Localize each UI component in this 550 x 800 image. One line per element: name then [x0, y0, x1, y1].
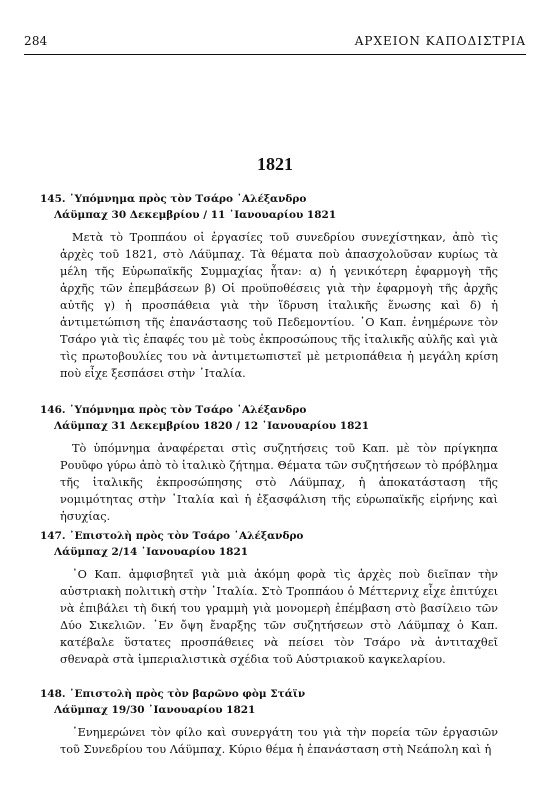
- entry-summary: Μετὰ τὸ Τροππάου οἱ ἐργασίες τοῦ συνεδρίου συνεχίστηκαν, ἀπὸ τὶς ἀρχὲς τοῦ 1821, στὸ Λάϋμπαχ. Τὰ θέματα ποὺ ἀπασχολοῦσαν κυρίως τὰ μέλη τῆς Εὐρωπαϊκῆς Συμμαχίας ἦταν: α) ἡ γενικότερη ἐφαρμογὴ τῆς ἀρχῆς τῶν ἐπεμβάσεων β) Οἱ προϋποθέσεις γιὰ τὴν ἐφαρμογὴ τῆς ἀρχῆς αὐτῆς γ) ἡ προσπάθεια γιὰ τὴν ἵδρυση ἰταλικῆς ἕνωσης καὶ δ) ἡ ἀντιμετώπιση τῆς ἐπανάστασης τοῦ Πεδεμοντίου. ᾿Ο Καπ. ἐνημέρωνε τὸν Τσάρο γιὰ τὶς ἐπαφές του μὲ τοὺς ἐκπροσώπους τῆς ἰταλικῆς αὐλῆς καὶ γιὰ τὶς πρωτοβουλίες του νὰ ἀντιμετωπιστεῖ μὲ μετριοπάθεια ἡ μεγάλη κρίση ποὺ εἶχε ξεσπάσει στὴν ᾿Ιταλία.: [60, 231, 498, 380]
- running-title: ΑΡΧΕΙΟΝ ΚΑΠΟΔΙΣΤΡΙΑ: [354, 34, 526, 48]
- entry-title: 148. ᾿Επιστολὴ πρὸς τὸν βαρῶνο φὸμ Στάϊν: [40, 688, 306, 700]
- entry-146: [40, 402, 498, 525]
- entry-date: Λάϋμπαχ 2/14 ᾿Ιανουαρίου 1821: [54, 546, 249, 558]
- entry-date: Λάϋμπαχ 31 Δεκεμβρίου 1820 / 12 ᾿Ιανουαρίου 1821: [54, 420, 370, 432]
- entry-147: [40, 528, 498, 668]
- entry-title: 146. ῾Υπόμνημα πρὸς τὸν Τσάρο ᾿Αλέξανδρο: [40, 404, 307, 416]
- entry-summary: ᾿Ενημερώνει τὸν φίλο καὶ συνεργάτη του γιὰ τὴν πορεία τῶν ἐργασιῶν τοῦ Συνεδρίου του Λάϋμπαχ. Κύριο θέμα ἡ ἐπανάσταση στὴ Νεάπολη καὶ ἡ: [60, 726, 498, 756]
- entry-date: Λάϋμπαχ 30 Δεκεμβρίου / 11 ᾿Ιανουαρίου 1821: [54, 209, 337, 221]
- entry-title: 145. ῾Υπόμνημα πρὸς τὸν Τσάρο ᾿Αλέξανδρο: [40, 193, 307, 205]
- entry-date: Λάϋμπαχ 19/30 ᾿Ιανουαρίου 1821: [54, 704, 256, 716]
- entry-summary: Τὸ ὑπόμνημα ἀναφέρεται στὶς συζητήσεις τοῦ Καπ. μὲ τὸν πρίγκηπα Ρουῦφο γύρω ἀπὸ τὸ ἰταλικὸ ζήτημα. Θέματα τῶν συζητήσεων τὸ πρόβλημα τῆς ἰταλικῆς ἐκπροσώπησης στὸ Λάϋμπαχ, ἡ ἀποκατάσταση τῆς νομιμότητας στὴν ᾿Ιταλία καὶ ἡ ἐξασφάλιση τῆς εὐρωπαϊκῆς εἰρήνης καὶ ἡσυχίας.: [60, 442, 498, 523]
- year-heading: 1821: [257, 154, 293, 174]
- running-header: [24, 34, 526, 50]
- entry-148: [40, 686, 498, 758]
- page-number: 284: [24, 34, 48, 48]
- entry-title: 147. ᾿Επιστολὴ πρὸς τὸν Τσάρο ᾿Αλέξανδρο: [40, 530, 304, 542]
- entry-145: [40, 191, 498, 382]
- header-rule: [24, 54, 526, 55]
- entry-summary: ᾿Ο Καπ. ἀμφισβητεῖ γιὰ μιὰ ἀκόμη φορὰ τὶς ἀρχὲς ποὺ διεῖπαν τὴν αὐστριακὴ πολιτικὴ στὴν ᾿Ιταλία. Στὸ Τροππάου ὁ Μέττερνιχ εἶχε ἐπιτύχει νὰ ἐπιβάλει τὴ δική του γραμμὴ γιὰ μονομερὴ ἐπέμβαση στὸ βασίλειο τῶν Δύο Σικελιῶν. ᾿Εν ὄψη ἔναρξης τῶν συζητήσεων στὸ Λάϋμπαχ ὁ Καπ. κατέβαλε ὕστατες προσπάθειες νὰ πείσει τὸν Τσάρο νὰ ἀντιταχθεῖ σθεναρὰ στὰ ἰμπεριαλιστικὰ σχέδια τοῦ Αὐστριακοῦ καγκελαρίου.: [60, 568, 498, 666]
